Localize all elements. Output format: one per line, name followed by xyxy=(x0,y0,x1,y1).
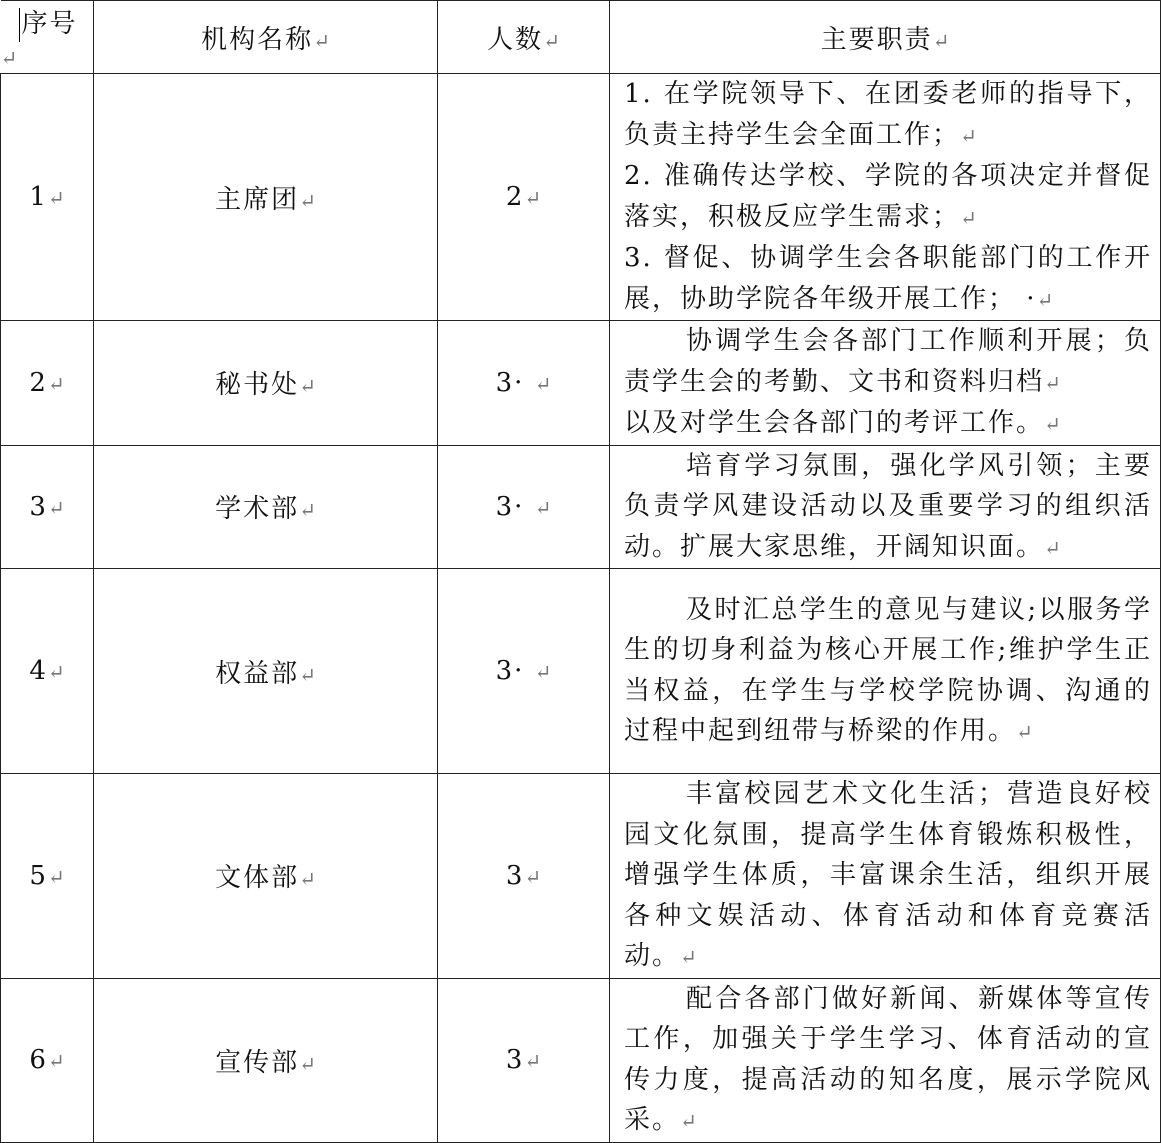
cell-no[interactable]: 2↵ xyxy=(1,321,94,446)
duty-paragraph: 协调学生会各部门工作顺利开展；负责学生会的考勤、文书和资料归档↵ xyxy=(624,326,1152,397)
duty-paragraph: 培育学习氛围，强化学风引领；主要负责学风建设活动以及重要学习的组织活动。扩展大家思维，开阔知识面。↵ xyxy=(624,450,1152,562)
cell-no[interactable]: 5↵ xyxy=(1,774,94,979)
header-cell-duties[interactable]: 主要职责↵ xyxy=(610,1,1161,74)
header-row xyxy=(1,1,1161,74)
table-row xyxy=(1,445,1161,569)
duty-paragraph: 2. 准确传达学校、学院的各项决定并督促落实，积极反应学生需求；↵ xyxy=(624,161,1152,232)
cell-no[interactable]: 4↵ xyxy=(1,569,94,774)
cell-count[interactable]: 3↵ xyxy=(438,774,610,979)
cell-count[interactable]: 3· ↵ xyxy=(438,321,610,446)
duty-paragraph: 及时汇总学生的意见与建议;以服务学生的切身利益为核心开展工作;维护学生正当权益，在学生与学校学院协调、沟通的过程中起到纽带与桥梁的作用。↵ xyxy=(624,594,1152,746)
table-row xyxy=(1,74,1161,321)
cell-count[interactable]: 2↵ xyxy=(438,74,610,321)
cell-name[interactable]: 学术部↵ xyxy=(94,445,438,569)
text-cursor xyxy=(19,8,20,42)
cell-duties[interactable] xyxy=(610,74,1161,321)
cell-no[interactable]: 3↵ xyxy=(1,445,94,569)
table-row xyxy=(1,978,1161,1142)
cell-duties[interactable] xyxy=(610,445,1161,569)
duty-paragraph: 1. 在学院领导下、在团委老师的指导下，负责主持学生会全面工作；↵ xyxy=(624,79,1152,150)
cell-duties[interactable] xyxy=(610,321,1161,446)
table-row xyxy=(1,321,1161,446)
cell-name[interactable]: 权益部↵ xyxy=(94,569,438,774)
cell-count[interactable]: 3↵ xyxy=(438,978,610,1142)
cell-duties[interactable] xyxy=(610,774,1161,979)
duty-paragraph: 3. 督促、协调学生会各职能部门的工作开展，协助学院各年级开展工作； ·↵ xyxy=(624,243,1152,314)
cell-duties[interactable] xyxy=(610,978,1161,1142)
header-cell-name[interactable]: 机构名称↵ xyxy=(94,1,438,74)
cell-count[interactable]: 3· ↵ xyxy=(438,569,610,774)
table-row xyxy=(1,569,1161,774)
header-cell-count[interactable]: 人数↵ xyxy=(438,1,610,74)
duty-paragraph: 以及对学生会各部门的考评工作。↵ xyxy=(624,408,1061,438)
duty-paragraph: 丰富校园艺术文化生活；营造良好校园文化氛围，提高学生体育锻炼积极性，增强学生体质，丰富课余生活，组织开展各种文娱活动、体育活动和体育竞赛活动。↵ xyxy=(624,779,1152,971)
duty-paragraph: 配合各部门做好新闻、新媒体等宣传工作，加强关于学生学习、体育活动的宣传力度，提高活动的知名度，展示学院风采。↵ xyxy=(624,983,1152,1135)
cell-name[interactable]: 秘书处↵ xyxy=(94,321,438,446)
cell-no[interactable]: 1↵ xyxy=(1,74,94,321)
cell-count[interactable]: 3· ↵ xyxy=(438,445,610,569)
cell-name[interactable]: 主席团↵ xyxy=(94,74,438,321)
cell-name[interactable]: 宣传部↵ xyxy=(94,978,438,1142)
table-row xyxy=(1,774,1161,979)
cell-no[interactable]: 6↵ xyxy=(1,978,94,1142)
cell-duties[interactable] xyxy=(610,569,1161,774)
header-cell-no[interactable]: 序号↵ xyxy=(1,1,94,74)
cell-name[interactable]: 文体部↵ xyxy=(94,774,438,979)
